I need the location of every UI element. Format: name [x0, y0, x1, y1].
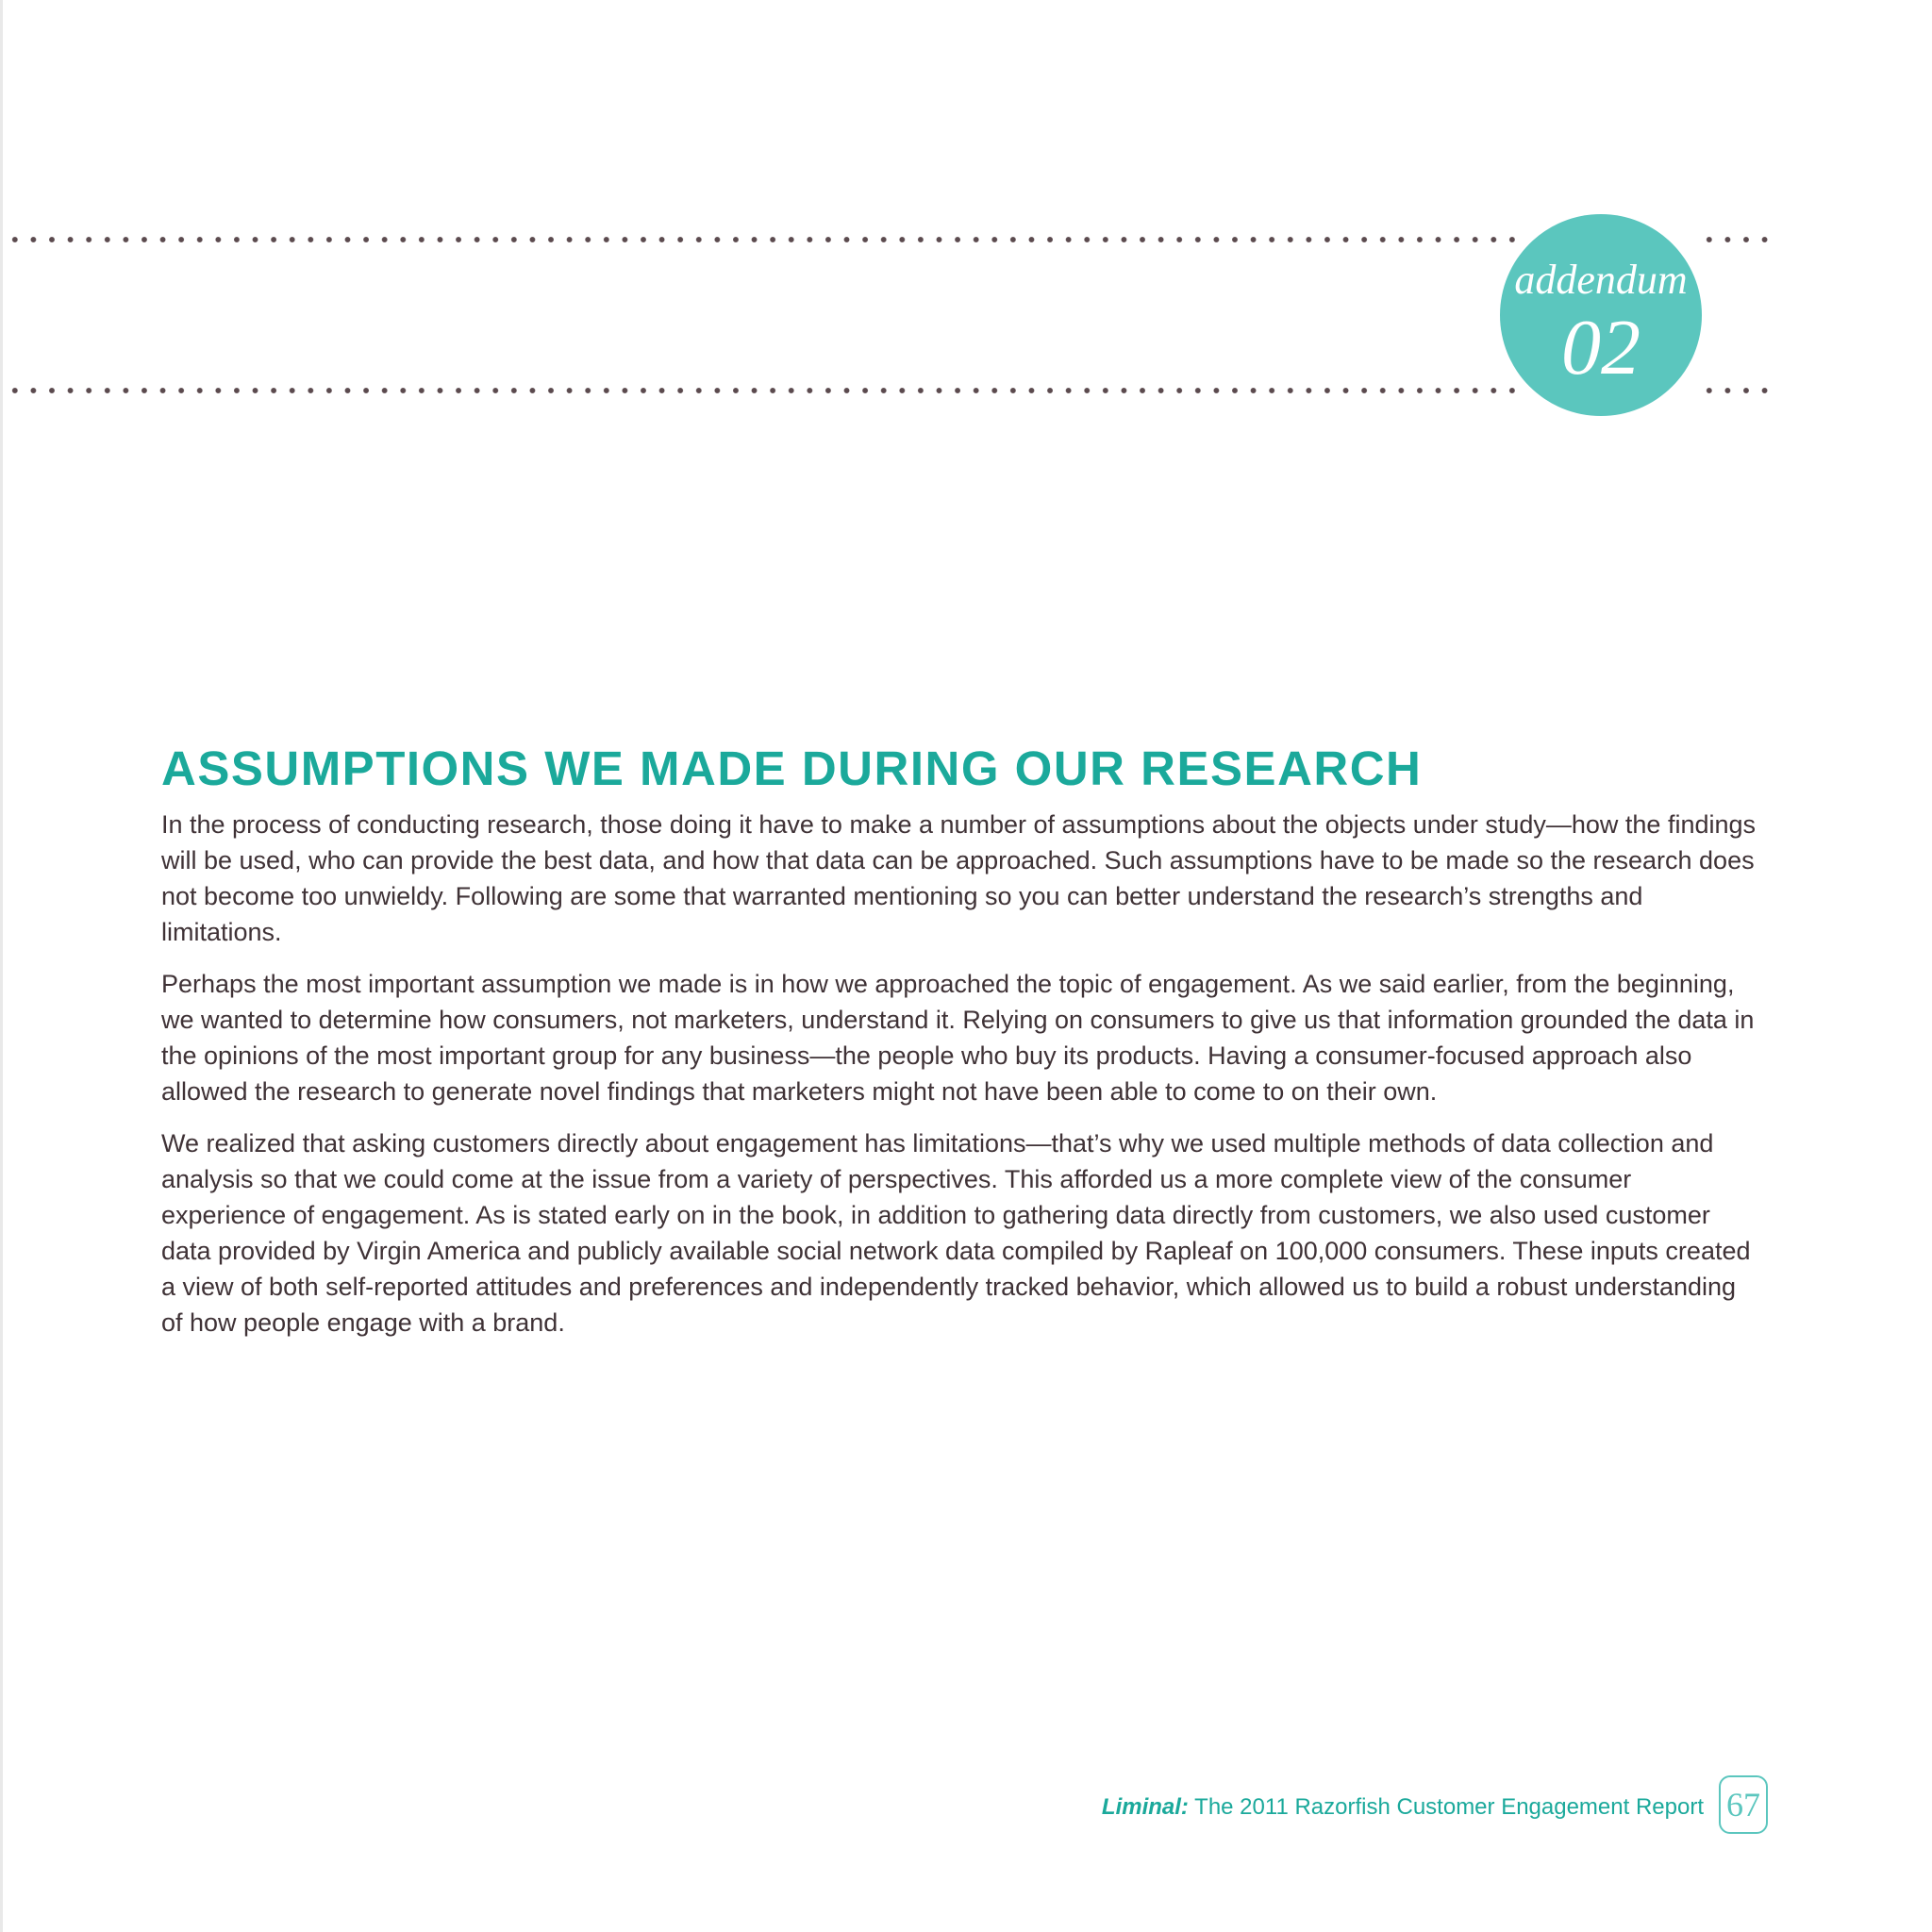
paragraph-1: In the process of conducting research, those doing it have to make a number of assumptions about the objects under study—how the findings will be used, who can provide the best data, and how that data can be approached. Such assumptions have to be made so the research does not become too unwieldy. Following are some that warranted mentioning so you can better understand the research’s strengths and limitations. [161, 810, 1757, 947]
page-number: 67 [1719, 1775, 1768, 1834]
dotted-rule-bottom-end [1700, 387, 1775, 394]
dotted-rule-bottom [6, 387, 1515, 394]
paragraph-3: We realized that asking customers directly about engagement has limitations—that’s why we used multiple methods of data collection and analysis so that we could come at the issue from a variety of perspectives. This afforded us a more complete view of the consumer experience of engagement. As is stated early on in the book, in addition to gathering data directly from customers, we also used customer data provided by Virgin America and publicly available social network data compiled by Rapleaf on 100,000 consumers. These inputs created a view of both self-reported attitudes and preferences and independently tracked behavior, which allowed us to build a robust understanding of how people engage with a brand. [161, 1129, 1751, 1338]
section-heading: ASSUMPTIONS WE MADE DURING OUR RESEARCH [161, 741, 1423, 795]
footer-report-title: The 2011 Razorfish Customer Engagement Report [1194, 1794, 1704, 1820]
footer-brand: Liminal: [1101, 1794, 1189, 1820]
paragraph-2: Perhaps the most important assumption we made is in how we approached the topic of engagement. As we said earlier, from the beginning, we wanted to determine how consumers, not marketers, understand it. Relying on consumers to give us that information grounded the data in the opinions of the most important group for any business—the people who buy its products. Having a consumer-focused approach also allowed the research to generate novel findings that marketers might not have been able to come to on their own. [161, 970, 1755, 1107]
dotted-rule-top-end [1700, 236, 1775, 243]
footer-title [1102, 1790, 1704, 1824]
addendum-number: 02 [1561, 304, 1641, 391]
addendum-badge [1500, 214, 1702, 416]
page-edge [0, 0, 3, 1932]
addendum-label: addendum [1514, 257, 1688, 303]
main-content [161, 741, 1756, 1357]
dotted-rule-top [6, 236, 1515, 243]
